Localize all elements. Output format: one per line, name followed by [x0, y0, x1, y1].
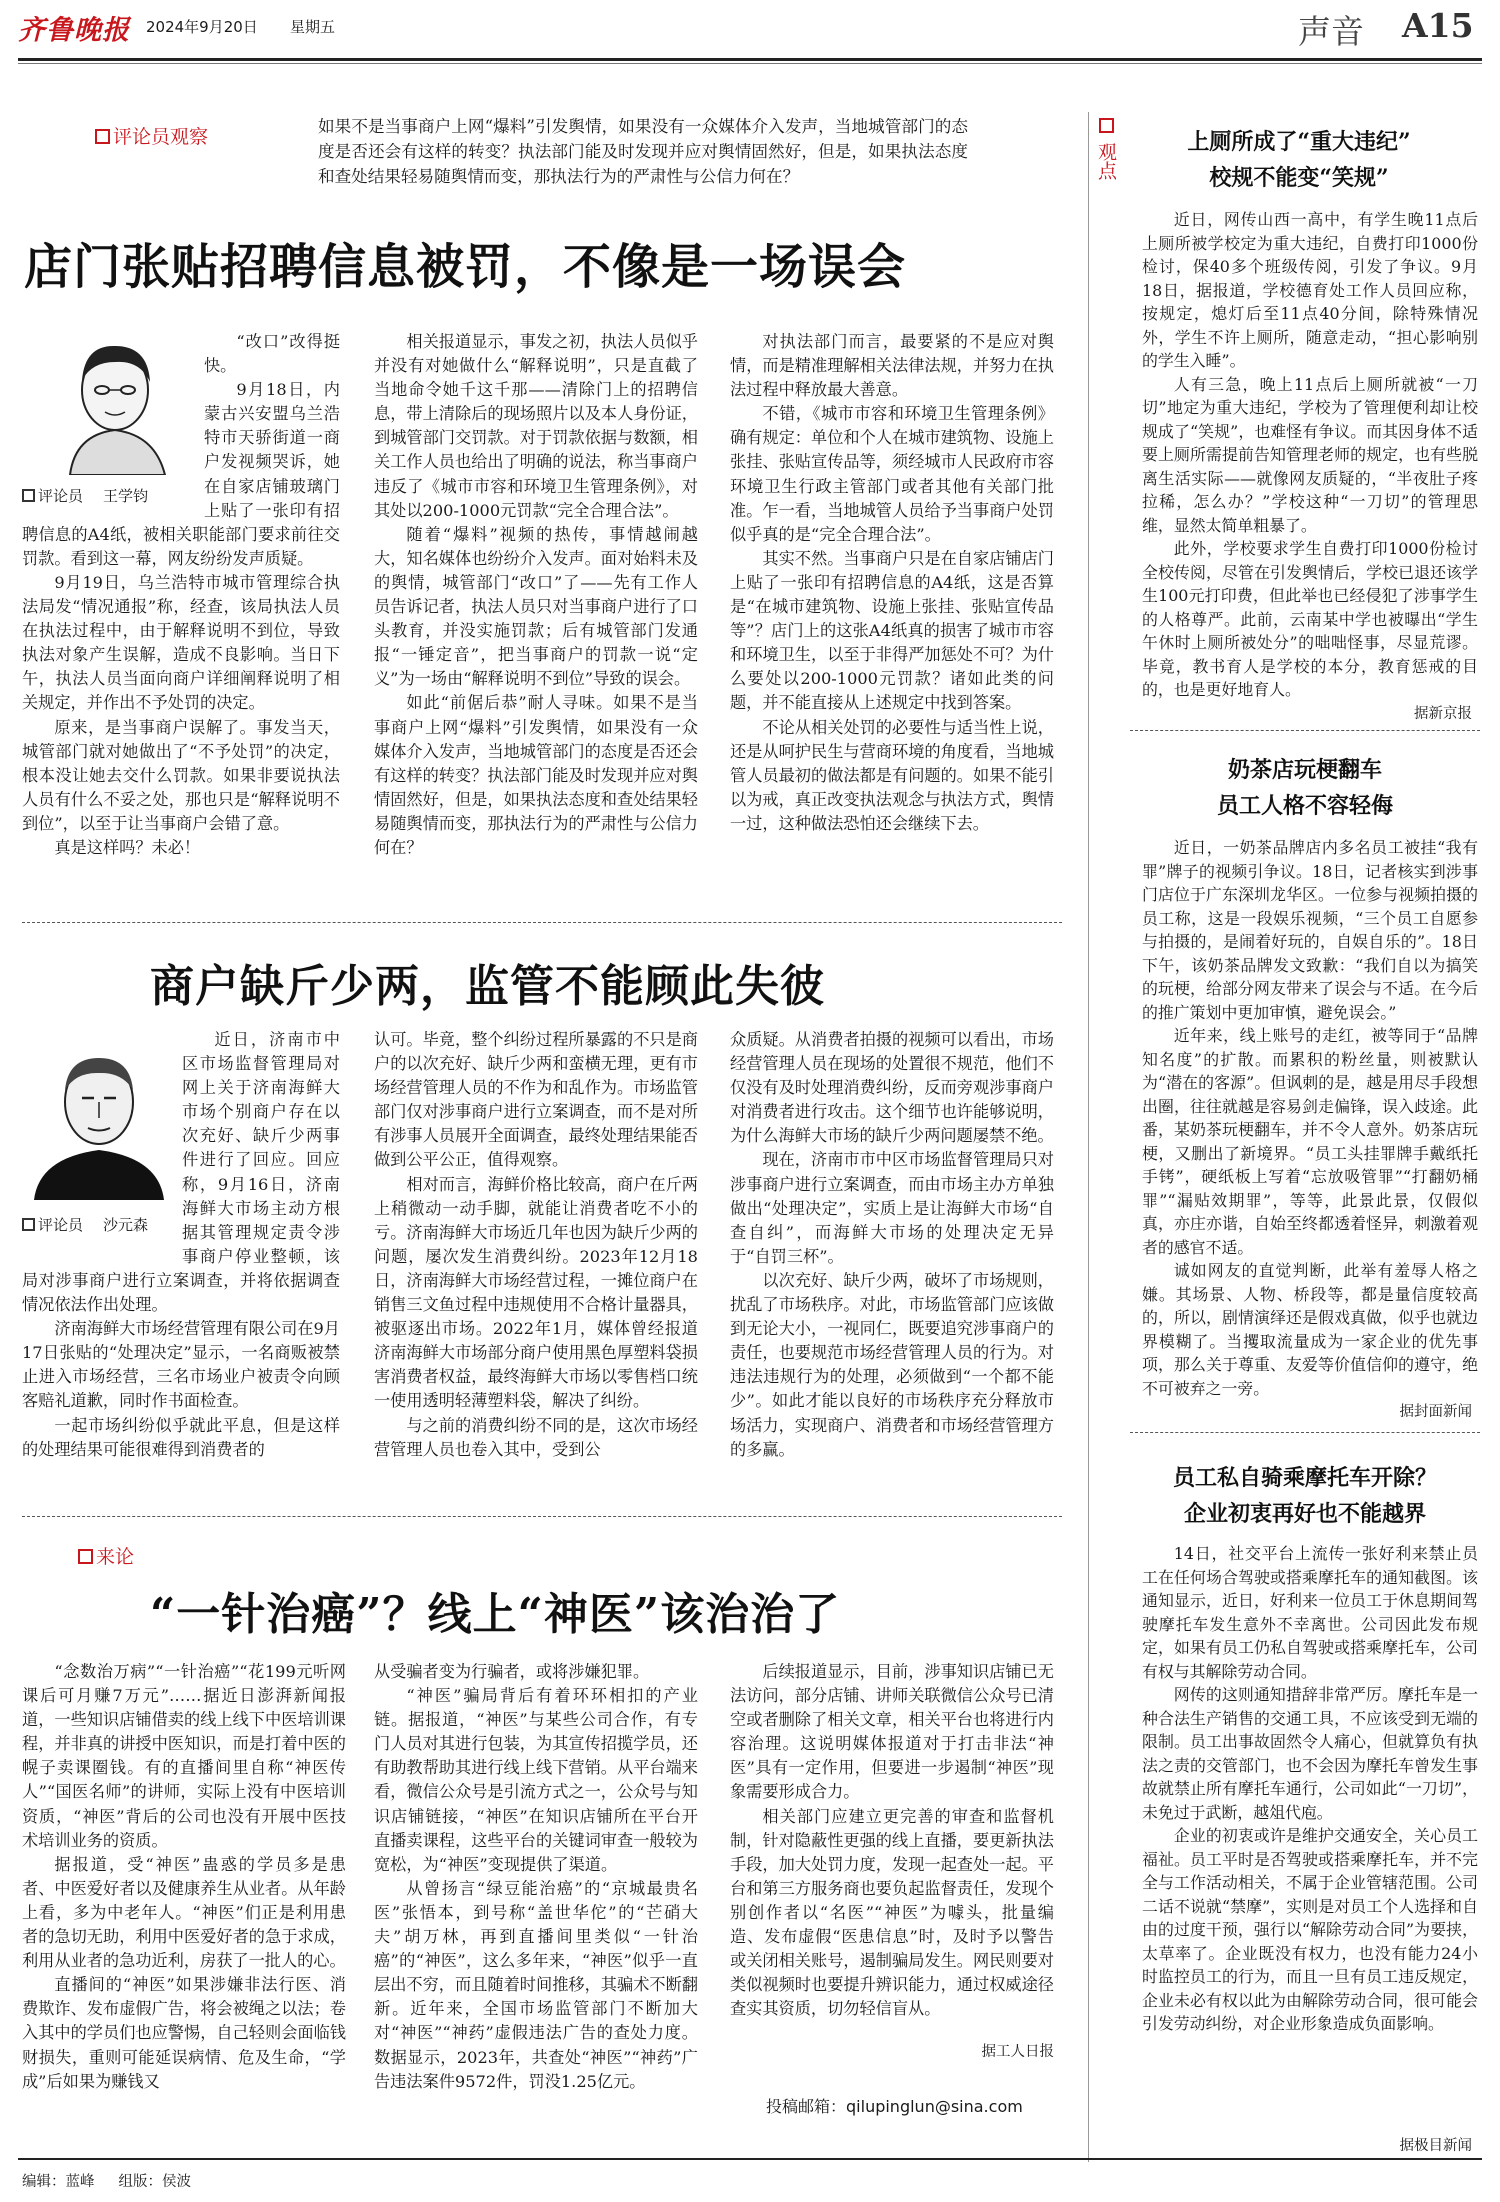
paragraph: 原来，是当事商户误解了。事发当天，城管部门就对她做出了“不予处罚”的决定，根本没让她去交什么罚款。如果非要说执法人员有什么不妥之处，那也只是“解释说明不到位”，以至于让当事商户会错了意。: [22, 717, 340, 833]
masthead-rule: [18, 58, 1482, 61]
paragraph: 以次充好、缺斤少两，破坏了市场规则，扰乱了市场秩序。对此，市场监管部门应该做到无论大小，一视同仁，既要追究涉事商户的责任，也要规范市场经营管理人员的行为。对违法违规行为的处理，必须做到“一个都不能少”。如此才能以良好的市场秩序充分释放市场活力，实现商户、消费者和市场经营管理方的多赢。: [730, 1270, 1054, 1459]
paragraph: 不论从相关处罚的必要性与适当性上说，还是从呵护民生与营商环境的角度看，当地城管人员最初的做法都是有问题的。如果不能引以为戒，真正改变执法观念与执法方式，舆情一过，这种做法恐怕还会继续下去。: [730, 717, 1054, 833]
sidebar-a3-credit: 据极目新闻: [1399, 2138, 1472, 2154]
paragraph: “改口”改得挺快。: [204, 332, 340, 376]
article3-headline: “一针治癌”？线上“神医”该治治了: [150, 1589, 841, 1640]
sidebar-a1-title-line1: 上厕所成了“重大违纪”: [1187, 129, 1411, 155]
designer-credit: 组版：侯波: [118, 2174, 191, 2190]
article3-credit: 据工人日报: [981, 2044, 1054, 2060]
email-label: 投稿邮箱：: [766, 2097, 847, 2116]
submission-email: [766, 2094, 1023, 2117]
viewpoint-tag-label: 观点: [1095, 142, 1117, 180]
sidebar-a3-title-line1: 员工私自骑乘摩托车开除？: [1172, 1465, 1437, 1491]
paragraph: 此外，学校要求学生自费打印1000份检讨全校传阅，尽管在引发舆情后，学校已退还该学生100元打印费，但此举也已经侵犯了涉事学生的人格尊严。此前，云南某中学也被曝出“学生午休时上厕所被处分”的咄咄怪事，尽显荒谬。毕竟，教书育人是学校的本分，教育惩戒的目的，也是更好地育人。: [1142, 539, 1478, 699]
forum-tag-label: 来论: [96, 1546, 135, 1568]
paragraph: 相关部门应建立更完善的审查和监督机制，针对隐蔽性更强的线上直播，要更新执法手段，加大处罚力度，发现一起查处一起。平台和第三方服务商也要负起监督责任，发现个别创作者以“名医”“神医”为噱头，批量编造、发布虚假“医患信息”时，及时予以警告或关闭相关账号，遏制骗局发生。网民则要对类似视频时也要提升辨识能力，通过权威途径查实其资质，切勿轻信盲从。: [730, 1806, 1054, 2019]
email-address[interactable]: qilupinglun@sina.com: [846, 2097, 1023, 2116]
tag-box-icon: [78, 1549, 93, 1564]
paragraph: 如此“前倨后恭”耐人寻味。如果不是当事商户上网“爆料”引发舆情，如果没有一众媒体介入发声，当地城管部门的态度是否还会有这样的转变？执法部门能及时发现并应对舆情固然好，但是，如果执法态度和查处结果轻易随舆情而变，那执法行为的严肃性与公信力何在？: [374, 693, 698, 857]
portrait-float: [22, 330, 204, 517]
paragraph: 14日，社交平台上流传一张好利来禁止员工在任何场合驾驶或搭乘摩托车的通知截图。该通知显示，近日，好利来一位员工于休息期间驾驶摩托车发生意外不幸离世。公司因此发布规定，如果有员工仍私自驾驶或搭乘摩托车，公司有权与其解除劳动合同。: [1142, 1544, 1478, 1681]
article1-headline: 店门张贴招聘信息被罚，不像是一场误会: [24, 239, 907, 295]
paragraph: 从曾扬言“绿豆能治癌”的“京城最贵名医”张悟本，到号称“盖世华佗”的“芒硝大夫”胡万林，再到直播间里类似“一针治癌”的“神医”，这么多年来，“神医”似乎一直层出不穷，而且随着时间推移，其骗术不断翻新。近年来，全国市场监管部门不断加大对“神医”“神药”虚假违法广告的查处力度。数据显示，2023年，共查处“神医”“神药”广告违法案件9572件，罚没1.25亿元。: [374, 1878, 698, 2091]
author-label: 评论员: [38, 487, 84, 505]
article3-col3: [730, 1660, 1054, 2032]
paragraph: 与之前的消费纠纷不同的是，这次市场经营管理人员也卷入其中，受到公: [374, 1415, 698, 1459]
paragraph: 济南海鲜大市场经营管理有限公司在9月17日张贴的“处理决定”显示，一名商贩被禁止进入市场经营，三名市场业户被责令向顾客赔礼道歉，同时作书面检查。: [22, 1319, 340, 1411]
tag-box-icon: [95, 129, 110, 144]
editor-credit: 编辑：蓝峰: [22, 2174, 95, 2190]
portrait-float: [22, 1028, 182, 1245]
paragraph: 据报道，受“神医”蛊惑的学员多是患者、中医爱好者以及健康养生从业者。从年龄上看，多为中老年人。“神医”们正是利用患者的急切无助，利用中医爱好者的急于求成，利用从业者的急功近利，房获了一批人的心。: [22, 1854, 346, 1971]
sidebar-a2-title-line2: 员工人格不容轻侮: [1216, 793, 1393, 819]
sidebar-a1-title-line2: 校规不能变“笑规”: [1209, 165, 1389, 191]
paragraph: 近日，济南市中区市场监督管理局对网上关于济南海鲜大市场个别商户存在以次充好、缺斤少两事件进行了回应。回应称，9月16日，济南海鲜大市场主动方根据其管理规定责令涉事商户停业整顿，该局对涉事商户进行立案调查，并将依据调查情况依法作出处理。: [22, 1030, 340, 1315]
issue-date: 2024年9月20日: [146, 18, 258, 36]
paragraph: 近日，网传山西一高中，有学生晚11点后上厕所被学校定为重大违纪，自费打印1000份检讨，保40多个班级传阅，引发了争议。9月18日，据报道，学校德育处工作人员回应称，按规定，熄灯后至11点40分间，除特殊情况外，学生不许上厕所，随意走动，“担心影响别的学生入睡”。: [1142, 210, 1478, 370]
article1-col1: [22, 330, 340, 910]
sidebar-divider-2: [1130, 1432, 1480, 1433]
paragraph: 诚如网友的直觉判断，此举有羞辱人格之嫌。其场景、人物、桥段等，都是量信度较高的，所以，剧情演绎还是假戏真做，似乎也就边界模糊了。当攫取流量成为一家企业的优先事项，那么关于尊重、友爱等价值信仰的遵守，绝不可被弃之一旁。: [1142, 1261, 1478, 1398]
intro-text: 如果不是当事商户上网“爆料”引发舆情，如果没有一众媒体介入发声，当地城管部门的态度是否还会有这样的转变？执法部门能及时发现并应对舆情固然好，但是，如果执法态度和查处结果轻易随舆情而变，那执法行为的严肃性与公信力何在？: [318, 117, 968, 186]
article1-col3: [730, 330, 1054, 910]
commentator-tag-label: 评论员观察: [113, 126, 209, 148]
sidebar-divider: [1088, 112, 1089, 2162]
paragraph: 相关报道显示，事发之初，执法人员似乎并没有对她做什么“解释说明”，只是直截了当地命令她千这千那——清除门上的招聘信息，带上清除后的现场照片以及本人身份证，到城管部门交罚款。对于罚款依据与数额，相关工作人员也给出了明确的说法，称当事商户违反了《城市市容和环境卫生管理条例》，对其处以200-1000元罚款“完全合理合法”。: [374, 332, 698, 520]
tag-box-icon: [1099, 118, 1114, 133]
paragraph: “神医”骗局背后有着环环相扣的产业链。据报道，“神医”与某些公司合作，有专门人员对其进行包装，为其宣传招揽学员，还有助教帮助其进行线上线下营销。从平台端来看，微信公众号是引流方式之一，公众号与知识店铺链接，“神医”在知识店铺所在平台开直播卖课程，这些平台的关键词审查一般较为宽松，为“神医”变现提供了渠道。: [374, 1686, 698, 1874]
article2-col3: [730, 1028, 1054, 1506]
paragraph: 9月19日，乌兰浩特市城市管理综合执法局发“情况通报”称，经查，该局执法人员在执法过程中，由于解释说明不到位，导致执法对象产生误解，造成不良影响。当日下午，执法人员当面向商户详细阐释说明了相关规定，并作出不予处罚的决定。: [22, 572, 340, 713]
paragraph: 随着“爆料”视频的热传，事情越闹越大，知名媒体也纷纷介入发声。面对始料未及的舆情，城管部门“改口”了——先有工作人员告诉记者，执法人员只对当事商户进行了口头教育，并没实施罚款；后有城管部门发通报“一锤定音”，把当事商户的罚款一说“定义”为一场由“解释说明不到位”导致的误会。: [374, 524, 698, 689]
paragraph: 9月18日，内蒙古兴安盟乌兰浩特市天骄街道一商户发视频哭诉，她在自家店铺玻璃门上贴了一张印有招聘信息的A4纸，被相关职能部门要求前往交罚款。看到这一幕，网友纷纷发声质疑。: [22, 380, 340, 568]
masthead: [18, 0, 1482, 58]
paragraph: 一起市场纠纷似乎就此平息，但是这样的处理结果可能很难得到消费者的: [22, 1415, 340, 1459]
paragraph: 近日，一奶茶品牌店内多名员工被挂“我有罪”牌子的视频引争议。18日，记者核实到涉事门店位于广东深圳龙华区。一位参与视频拍摄的员工称，这是一段娱乐视频，“三个员工自愿参与拍摄的，是闹着好玩的，自娱自乐的”。18日下午，该奶茶品牌发文致歉：“我们自以为搞笑的玩梗，给部分网友带来了误会与不适。在今后的推广策划中更加审慎，避免误会。”: [1142, 838, 1478, 1022]
footer-credits: [22, 2170, 191, 2191]
paragraph: 不错，《城市市容和环境卫生管理条例》确有规定：单位和个人在城市建筑物、设施上张挂、张贴宣传品等，须经城市人民政府市容环境卫生行政主管部门或者其他有关部门批准。乍一看，当地城管人员给予当事商户处罚似乎真的是“完全合理合法”。: [730, 404, 1054, 544]
paragraph: “念数治万病”“一针治癌”“花199元听网课后可月赚7万元”……据近日澎湃新闻报道，一些知识店铺借卖的线上线下中医培训课程，并非真的讲授中医知识，而是打着中医的幌子卖课圈钱。有的直播间里自称“神医传人”“国医名师”的讲师，实际上没有中医培训资质，“神医”背后的公司也没有开展中医技术培训业务的资质。: [22, 1662, 346, 1850]
paragraph: 后续报道显示，目前，涉事知识店铺已无法访问，部分店铺、讲师关联微信公众号已清空或者删除了相关文章，相关平台也将进行内容治理。这说明媒体报道对于打击非法“神医”具有一定作用，但要进一步遏制“神医”现象需要形成合力。: [730, 1662, 1054, 1802]
viewpoint-tag: [1094, 118, 1118, 180]
author-label: 评论员: [38, 1216, 84, 1234]
article3-col1: [22, 1660, 346, 2118]
paragraph: 人有三急，晚上11点后上厕所就被“一刀切”地定为重大违纪，学校为了管理便利却让校规成了“笑规”，也难怪有争议。而其因身体不适要上厕所需提前告知管理老师的规定，也有些脱离生活实际——就像网友质疑的，“半夜肚子疼拉稀，怎么办？”学校这种“一刀切”的管理思维，显然太简单粗暴了。: [1142, 374, 1478, 535]
paragraph: 现在，济南市市中区市场监督管理局只对涉事商户进行立案调查，而由市场主办方单独做出“处理决定”，实质上是让海鲜大市场“自查自纠”，而海鲜大市场的处理决定无异于“自罚三杯”。: [730, 1150, 1054, 1266]
forum-tag: [78, 1542, 134, 1569]
paragraph: 企业的初衷或许是维护交通安全，关心员工福祉。员工平时是否驾驶或搭乘摩托车，并不完全与工作活动相关，不属于企业管辖范围。公司二话不说就“禁摩”，实则是对员工个人选择和自由的过度干预，强行以“解除劳动合同”为要挟，太草率了。企业既没有权力，也没有能力24小时监控员工的行为，而且一旦有员工违反规定，企业未必有权以此为由解除劳动合同，很可能会引发劳动纠纷，对企业形象造成负面影响。: [1142, 1826, 1478, 2033]
sidebar-a1-body: [1142, 208, 1478, 702]
paragraph: 其实不然。当事商户只是在自家店铺店门上贴了一张印有招聘信息的A4纸，这是否算是“在城市建筑物、设施上张挂、张贴宣传品等”？店门上的这张A4纸真的损害了城市市容和环境卫生，以至于非得严加惩处不可？为什么要处以200-1000元罚款？诸如此类的问题，并不能直接从上述规定中找到答案。: [730, 548, 1054, 713]
sidebar-a3-body: [1142, 1542, 1478, 2130]
sidebar-divider-1: [1130, 730, 1480, 731]
paragraph: 对执法部门而言，最要紧的不是应对舆情，而是精准理解相关法律法规，并努力在执法过程中释放最大善意。: [730, 332, 1054, 400]
paragraph: 从受骗者变为行骗者，或将涉嫌犯罪。: [374, 1662, 650, 1681]
paragraph: 网传的这则通知措辞非常严厉。摩托车是一种合法生产销售的交通工具，不应该受到无端的限制。员工出事故固然令人痛心，但就算负有执法之责的交管部门，也不会因为摩托车曾发生事故就禁止所有摩托车通行，公司如此“一刀切”，未免过于武断，越俎代庖。: [1142, 1685, 1478, 1822]
article2-col2: [374, 1028, 698, 1506]
author-name: 王学钧: [103, 487, 149, 505]
sidebar-a2-title: [1130, 752, 1480, 824]
paragraph: 真是这样吗？未必！: [54, 837, 201, 857]
sidebar-a1-credit: 据新京报: [1414, 706, 1472, 722]
paragraph: 众质疑。从消费者拍摄的视频可以看出，市场经营管理人员在现场的处置很不规范，他们不仅没有及时处理消费纠纷，反而旁观涉事商户对消费者进行攻击。这个细节也许能够说明，为什么海鲜大市场的缺斤少两问题屡禁不绝。: [730, 1030, 1054, 1146]
paper-logo: 齐鲁晚报: [18, 15, 130, 46]
sidebar-a3-title-line2: 企业初衷再好也不能越界: [1183, 1501, 1426, 1527]
section-name: 声音: [1298, 12, 1364, 51]
sidebar-a2-credit: 据封面新闻: [1399, 1404, 1472, 1420]
footer-rule: [18, 2158, 1482, 2160]
paragraph: 相对而言，海鲜价格比较高，商户在斤两上稍微动一动手脚，就能让消费者吃不小的亏。济南海鲜大市场近几年也因为缺斤少两的问题，屡次发生消费纠纷。2023年12月18日，济南海鲜大市场经营过程，一摊位商户在销售三文鱼过程中违规使用不合格计量器具，被驱逐出市场。2022年1月，媒体曾经报道济南海鲜大市场部分商户使用黑色厚塑料袋损害消费者权益，最终海鲜大市场以零售档口统一使用透明轻薄塑料袋，解决了纠纷。: [374, 1174, 698, 1411]
article1-col2: [374, 330, 698, 910]
divider-1: [22, 922, 1062, 923]
paragraph: 近年来，线上账号的走红，被等同于“品牌知名度”的扩散。而累积的粉丝量，则被默认为“潜在的客源”。但讽刺的是，越是用尽手段想出圈，往往就越是容易剑走偏锋，误入歧途。此番，某奶茶玩梗翻车，并不令人意外。奶茶店玩梗，又删出了新境界。“员工头挂罪牌手戴纸托手铐”，硬纸板上写着“忘放吸管罪”“打翻奶桶罪”“漏贴效期罪”，等等，此景此景，仅假似真，亦庄亦谐，自始至终都透着怪异，刺激着观者的感官不适。: [1142, 1026, 1478, 1257]
paragraph: 认可。毕竟，整个纠纷过程所暴露的不只是商户的以次充好、缺斤少两和蛮横无理，更有市场经营管理人员的不作为和乱作为。市场监管部门仅对涉事商户进行立案调查，而不是对所有涉事人员展开全面调查，最终处理结果能否做到公平公正，值得观察。: [374, 1030, 698, 1170]
issue-weekday: 星期五: [290, 18, 336, 36]
sidebar-a1-title: [1130, 124, 1468, 196]
article3-col2: [374, 1660, 698, 2118]
paragraph: 直播间的“神医”如果涉嫌非法行医、消费欺诈、发布虚假广告，将会被绳之以法；卷入其中的学员们也应警惕，自己轻则会面临钱财损失，重则可能延误病情、危及生命，“学成”后如果为赚钱又: [22, 1975, 346, 2091]
page-number: A15: [1402, 6, 1474, 45]
commentator-tag: [95, 122, 208, 149]
masthead-rule-thin: [18, 63, 1482, 64]
sidebar-a3-title: [1130, 1460, 1480, 1532]
divider-2: [22, 1516, 1062, 1517]
sidebar-a2-body: [1142, 836, 1478, 1400]
author-name: 沙元森: [103, 1216, 149, 1234]
sidebar-a2-title-line1: 奶茶店玩梗翻车: [1227, 757, 1382, 783]
article2-headline: 商户缺斤少两，监管不能顾此失彼: [150, 961, 825, 1012]
article2-col1: [22, 1028, 340, 1506]
